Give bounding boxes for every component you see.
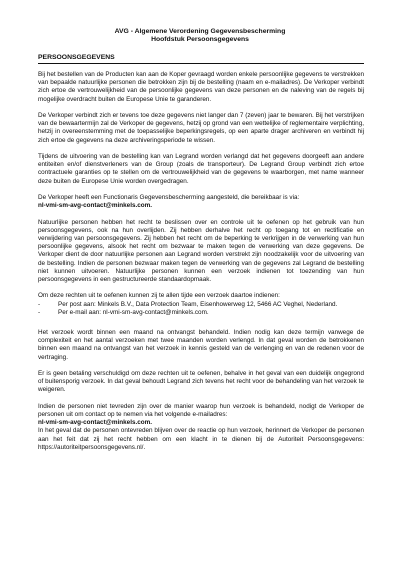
- paragraph-rights: Natuurlijke personen hebben het recht te beslissen over en controle uit te oefenen op het gebruik van hun persoonsgegevens, ook na hun overlijden. Zij hebben derhalve het recht op toegang tot en rectificatie en verwijdering van persoonsgegevens. Zij hebben het recht om de beperking te verkrijgen in de verwerking van hun persoonlijke gegevens, alsook het recht om bezwaar te maken tegen de verwerking van deze gegevens. De Verkoper dient de door natuurlijke personen aan Legrand worden verstrekt zijn noodzakelijk voor de uitvoering van de bestelling. Indien de personen bezwaar maken tegen de verwerking van de gegevens zal Legrand de bestelling niet kunnen uitvoeren. Natuurlijke personen kunnen een verzoek indienen tot toezending van hun persoonsgegevens in een gestructureerde standaardopmaak.: [38, 218, 364, 284]
- dpo-email-link[interactable]: nl-vmi-sm-avg-contact@minkels.com.: [38, 202, 153, 210]
- paragraph-retention: De Verkoper verbindt zich er tevens toe deze gegevens niet langer dan 7 (zeven) jaar te bewaren. Bij het verstrijken van de bewaartermijn zal de Verkoper de gegevens, hetzij op grond van een wettelijke of reglementaire verplichting, hetzij in overeenstemming met de toepasselijke beperkingsregels, op een aparte drager archiveren en verbindt hij zich ertoe de gegevens na deze archiveringsperiode te wissen.: [38, 112, 364, 144]
- paragraph-exercise-rights: Om deze rechten uit te oefenen kunnen zij te allen tijde een verzoek daartoe indienen:: [38, 292, 280, 300]
- title-line-1: AVG - Algemene Verordening Gegevensbescherming: [114, 28, 286, 35]
- paragraph-dpo: [38, 194, 364, 210]
- list-item-post: [38, 301, 364, 309]
- paragraph-no-fee: Er is geen betaling verschuldigd om deze rechten uit te oefenen, behalve in het geval van een duidelijk ongegrond of buitensporig verzoek. In dat geval behoudt Legrand zich tevens het recht voor de behandeling van het verzoek te weigeren.: [38, 370, 364, 394]
- complaint-email-link[interactable]: nl-vmi-sm-avg-contact@minkels.com.: [38, 419, 153, 427]
- complaint-text: Indien de personen niet tevreden zijn over de manier waarop hun verzoek is behandeld, nodigt de Verkoper de personen uit om contact op te nemen via het volgende e-mailadres:: [38, 402, 364, 419]
- paragraph-response-time: Het verzoek wordt binnen een maand na ontvangst behandeld. Indien nodig kan deze termijn vanwege de complexiteit en het aantal verzoeken met twee maanden worden verlengd. In dat geval worden de betrokkenen binnen een maand na ontvangst van het verzoek in kennis gesteld van de verlenging en van de redenen voor de vertraging.: [38, 329, 364, 361]
- complaint-authority-text: In het geval dat de personen ontevreden blijven over de reactie op hun verzoek, herinnert de Verkoper de personen aan het feit dat zij het recht hebben om een klacht in te dienen bij de Autoriteit Persoonsgegevens: https://autoriteitpersoonsgegevens.nl/.: [38, 427, 364, 451]
- bullet-dash: -: [38, 308, 41, 316]
- bullet-dash: -: [38, 300, 41, 308]
- paragraph-complaint: [38, 403, 364, 452]
- section-heading: PERSOONSGEGEVENS: [38, 54, 364, 64]
- spacer: [38, 317, 364, 329]
- paragraph-personal-data-request: Bij het bestellen van de Producten kan aan de Koper gevraagd worden enkele persoonlijke gegevens te verstrekken van bepaalde natuurlijke personen die betrokken zijn bij de bestelling (naam en e-mailadres). De Verkoper verbindt zich ertoe de vertrouwelijkheid van de persoonlijke gegevens van deze personen en de naleving van de regels bij mogelijke overdracht buiten de Europese Unie te garanderen.: [38, 71, 364, 103]
- list-item-email: [38, 309, 364, 317]
- document-title: [0, 28, 400, 44]
- paragraph-transfer: Tijdens de uitvoering van de bestelling kan van Legrand worden verlangd dat het gegevens doorgeeft aan andere entiteiten en/of dienstverleners van de Group (zoals de transporteur). De Legrand Group verbindt zich ertoe contractuele garanties op te stellen om de vertrouwelijkheid van de gegevens te waarborgen, met name wanneer deze buiten de Europese Unie worden overgedragen.: [38, 153, 364, 185]
- dpo-text: De Verkoper heeft een Functionaris Gegevensbescherming aangesteld, die bereikbaar is via:: [38, 194, 300, 201]
- bullet-post-text: Per post aan: Minkels B.V., Data Protection Team, Eisenhowerweg 12, 5466 AC Veghel, Nederland.: [58, 300, 338, 308]
- title-line-2: Hoofdstuk Persoonsgegevens: [151, 36, 249, 44]
- bullet-email-text: Per e-mail aan: nl-vmi-sm-avg-contact@minkels.com.: [58, 308, 209, 316]
- document-body: [38, 71, 364, 452]
